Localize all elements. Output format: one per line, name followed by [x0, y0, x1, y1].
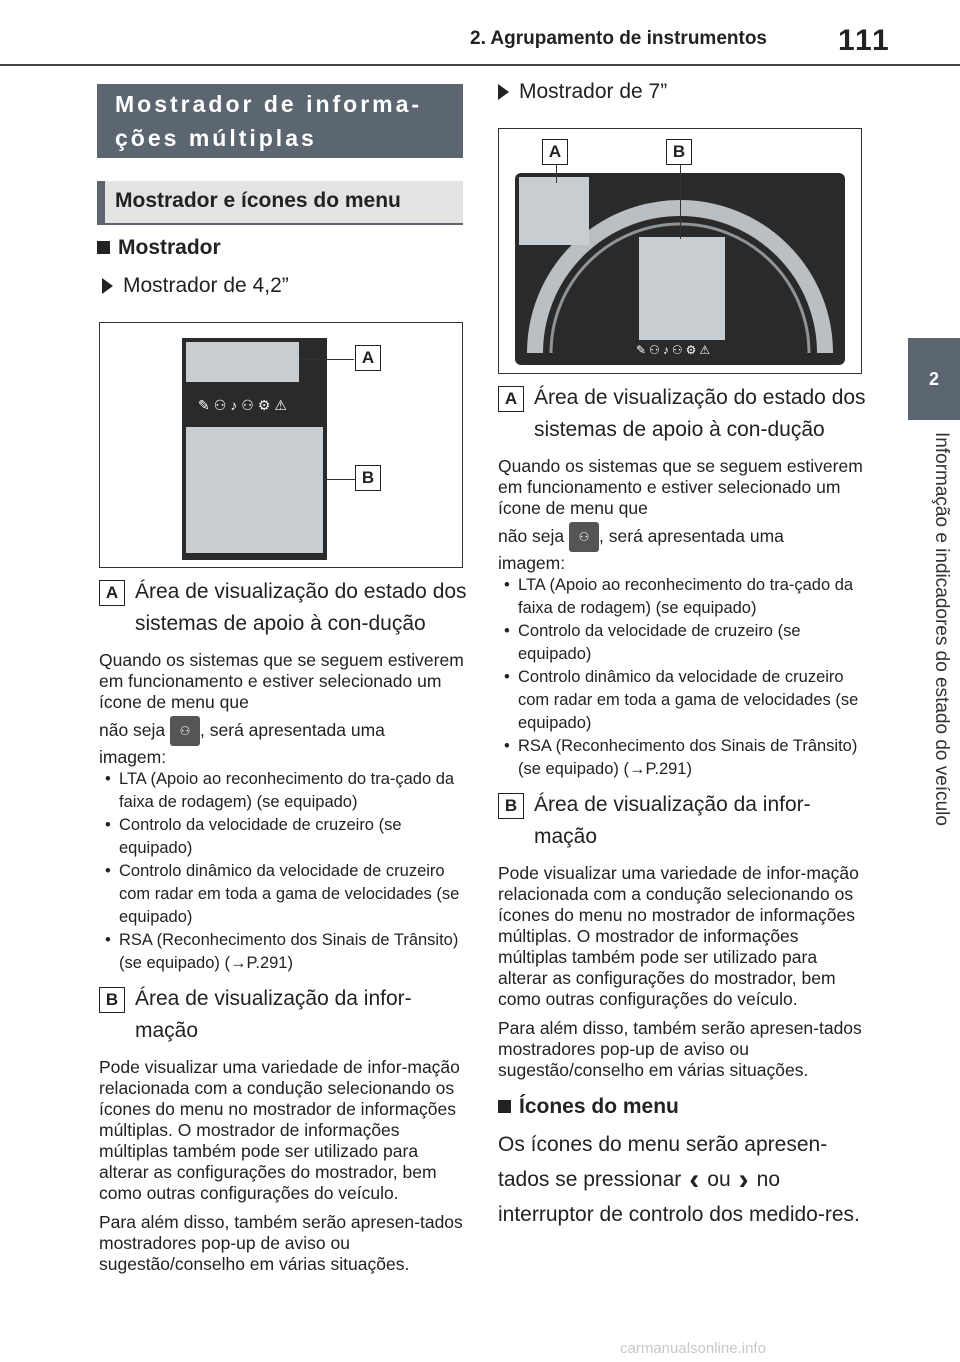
lta-menu-icon: ⚇	[170, 716, 200, 746]
chevron-right-icon: ›	[738, 1163, 749, 1197]
bullet-item: • LTA (Apoio ao reconhecimento do tra-çado da faixa de rodagem) (se equipado)	[99, 768, 467, 814]
icons-text-2: tados se pressionar ‹ ou › no	[498, 1163, 780, 1197]
bullet-item: • Controlo dinâmico da velocidade de cruzeiro com radar em toda a gama de velocidades (se equipado)	[99, 860, 467, 929]
chevron-left-icon: ‹	[689, 1163, 700, 1197]
leader-b	[680, 163, 681, 239]
area-b-box	[186, 427, 323, 553]
area-a-text-2: não seja ⚇ , será apresentada uma	[99, 713, 467, 747]
heading-menu-icons: Ícones do menu	[498, 1095, 866, 1119]
callout-b: B	[666, 139, 692, 165]
area-a-text-3: imagem:	[99, 747, 167, 767]
area-a-box	[186, 342, 299, 382]
area-a-text: Quando os sistemas que se seguem estiverem em funcionamento e estiver selecionado um ícone de menu que	[99, 650, 464, 712]
area-b-text-2: Para além disso, também serão apresen-tados mostradores pop-up de aviso ou sugestão/conselho em várias situações.	[498, 1018, 862, 1080]
left-text-column	[99, 576, 467, 1275]
area-b-text: Pode visualizar uma variedade de infor-mação relacionada com a condução selecionando os ícones do menu no mostrador de informações múltiplas. O mostrador de informações múltiplas também pode ser utilizado para alterar as configurações do mostrador, bem como outras configurações do veículo.	[99, 1057, 460, 1203]
area-b-heading: B Área de visualização da infor-mação	[498, 789, 866, 853]
menu-icons-row: ✎⚇♪⚇⚙⚠	[636, 343, 714, 357]
display-7-item: Mostrador de 7”	[498, 80, 667, 104]
icons-text-1: Os ícones do menu serão apresen-	[498, 1133, 828, 1156]
area-b-heading: B Área de visualização da infor-mação	[99, 983, 467, 1047]
area-a-text-3: imagem:	[498, 553, 566, 573]
area-a-heading: A Área de visualização do estado dos sistemas de apoio à con-dução	[498, 382, 866, 446]
heading-display: Mostrador	[97, 236, 221, 260]
area-a-heading: A Área de visualização do estado dos sistemas de apoio à con-dução	[99, 576, 467, 640]
section-title: Mostrador de informa-ções múltiplas	[97, 84, 463, 158]
leader-a	[556, 163, 557, 183]
chapter-tab: 2	[908, 338, 960, 420]
running-header: 2. Agrupamento de instrumentos	[470, 28, 767, 49]
figure-7-display	[498, 128, 862, 374]
header-rule	[0, 64, 960, 66]
right-text-column	[498, 382, 866, 1231]
page-number: 111	[838, 24, 891, 57]
area-b-text-2: Para além disso, também serão apresen-tados mostradores pop-up de aviso ou sugestão/conselho em várias situações.	[99, 1212, 463, 1274]
area-b-text: Pode visualizar uma variedade de infor-mação relacionada com a condução selecionando os ícones do menu no mostrador de informações múltiplas. O mostrador de informações múltiplas também pode ser utilizado para alterar as configurações do mostrador, bem como outras configurações do veículo.	[498, 863, 859, 1009]
chapter-side-title: Informação e indicadores do estado do veículo	[931, 432, 952, 826]
icons-text-3: interruptor de controlo dos medido-res.	[498, 1203, 860, 1226]
bullet-item: • RSA (Reconhecimento dos Sinais de Trânsito) (se equipado) (→P.291)	[99, 929, 467, 975]
bullet-item: • Controlo dinâmico da velocidade de cruzeiro com radar em toda a gama de velocidades (se equipado)	[498, 666, 866, 735]
lta-menu-icon: ⚇	[569, 522, 599, 552]
bullet-item: • RSA (Reconhecimento dos Sinais de Trânsito) (se equipado) (→P.291)	[498, 735, 866, 781]
area-a-box	[519, 177, 589, 245]
figure-42-display	[99, 322, 463, 568]
callout-a: A	[542, 139, 568, 165]
area-b-box	[639, 237, 725, 340]
watermark: carmanualsonline.info	[620, 1340, 766, 1357]
callout-b: B	[355, 465, 381, 491]
bullet-item: • Controlo da velocidade de cruzeiro (se equipado)	[99, 814, 467, 860]
bullet-item: • Controlo da velocidade de cruzeiro (se equipado)	[498, 620, 866, 666]
area-a-text-2: não seja ⚇ , será apresentada uma	[498, 519, 866, 553]
bullet-item: • LTA (Apoio ao reconhecimento do tra-çado da faixa de rodagem) (se equipado)	[498, 574, 866, 620]
display-42-item: Mostrador de 4,2”	[102, 274, 289, 298]
leader-a	[299, 359, 354, 360]
subsection-title: Mostrador e ícones do menu	[97, 181, 463, 225]
menu-icons-row: ✎⚇♪⚇⚙⚠	[198, 397, 291, 413]
area-a-text: Quando os sistemas que se seguem estiverem em funcionamento e estiver selecionado um ícone de menu que	[498, 456, 863, 518]
callout-a: A	[355, 345, 381, 371]
leader-b	[323, 479, 356, 480]
